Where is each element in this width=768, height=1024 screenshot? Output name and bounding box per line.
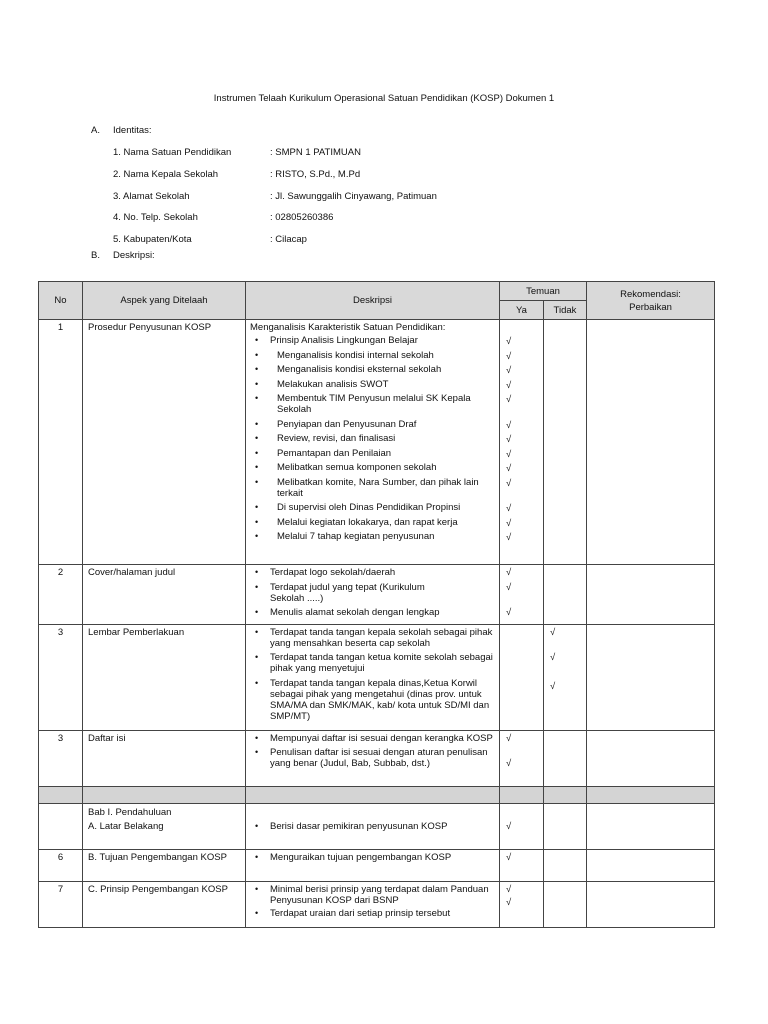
row-deskripsi (246, 803, 500, 849)
row-no: 2 (39, 565, 83, 625)
row-no: 1 (39, 320, 83, 565)
row-no: 6 (39, 849, 83, 881)
check-mark: √ (506, 732, 512, 744)
list-item: • Menguraikan tujuan pengembangan KOSP (250, 852, 495, 863)
check-mark: √ (506, 532, 512, 543)
deskripsi-list (250, 733, 495, 770)
list-item: • Prinsip Analisis Lingkungan Belajar (250, 335, 495, 346)
row-no: 7 (39, 881, 83, 927)
row-aspek (83, 803, 246, 849)
identitas-value: : Jl. Sawunggalih Cinyawang, Patimuan (270, 191, 437, 202)
check-mark: √ (506, 463, 512, 474)
check-mark: √ (506, 503, 512, 514)
identitas-key: 4. No. Telp. Sekolah (113, 212, 198, 223)
check-mark: √ (506, 757, 512, 769)
check-mark: √ (506, 896, 512, 908)
list-item: • Melalui 7 tahap kegiatan penyusunan (250, 531, 495, 542)
check-mark: √ (550, 680, 556, 692)
identitas-row (113, 234, 307, 245)
table-row (39, 849, 715, 881)
deskripsi-list (250, 821, 495, 832)
col-header-ya: Ya (500, 301, 544, 320)
list-item: • Terdapat uraian dari setiap prinsip tersebut (250, 908, 495, 919)
row-rekomendasi (587, 849, 715, 881)
list-item: • Penyiapan dan Penyusunan Draf (250, 419, 495, 430)
row-rekomendasi (587, 320, 715, 565)
row-rekomendasi (587, 730, 715, 786)
row-rekomendasi (587, 881, 715, 927)
check-mark: √ (506, 477, 512, 489)
check-mark: √ (506, 581, 512, 593)
list-item: • Penulisan daftar isi sesuai dengan aturan penulisan yang benar (Judul, Bab, Subbab, dst.) (250, 747, 495, 769)
row-deskripsi (246, 624, 500, 730)
row-deskripsi (246, 730, 500, 786)
row-tidak (544, 849, 587, 881)
list-item: • Menganalisis kondisi internal sekolah (250, 350, 495, 361)
check-mark: √ (506, 434, 512, 445)
list-item: • Di supervisi oleh Dinas Pendidikan Propinsi (250, 502, 495, 513)
row-tidak (544, 803, 587, 849)
check-mark: √ (506, 394, 512, 405)
section-a-title: Identitas: (113, 125, 152, 136)
row-ya (500, 565, 544, 625)
identitas-key: 3. Alamat Sekolah (113, 191, 190, 202)
check-mark: √ (550, 626, 556, 638)
list-item: • Melalui kegiatan lokakarya, dan rapat kerja (250, 517, 495, 528)
row-ya (500, 730, 544, 786)
row-no (39, 803, 83, 849)
row-ya (500, 881, 544, 927)
identitas-value: : 02805260386 (270, 212, 334, 223)
check-mark: √ (506, 336, 512, 347)
deskripsi-list (250, 335, 495, 542)
check-mark: √ (506, 567, 512, 578)
section-a-label: A. (91, 125, 100, 136)
identitas-row (113, 212, 333, 223)
list-item: • Pemantapan dan Penilaian (250, 448, 495, 459)
identitas-key: 2. Nama Kepala Sekolah (113, 169, 219, 180)
list-item: • Membentuk TIM Penyusun melalui SK Kepala Sekolah (250, 393, 495, 415)
telaah-table (38, 281, 715, 928)
row-aspek: Prosedur Penyusunan KOSP (83, 320, 246, 565)
row-tidak (544, 565, 587, 625)
row-aspek: B. Tujuan Pengembangan KOSP (83, 849, 246, 881)
deskripsi-list (250, 627, 495, 722)
deskripsi-list (250, 884, 495, 919)
table-row (39, 624, 715, 730)
section-a-heading (91, 125, 152, 136)
row-aspek: Cover/halaman judul (83, 565, 246, 625)
row-ya (500, 320, 544, 565)
row-deskripsi (246, 881, 500, 927)
row-deskripsi (246, 565, 500, 625)
row-tidak (544, 624, 587, 730)
identitas-value: : RISTO, S.Pd., M.Pd (270, 169, 361, 180)
identitas-row (113, 147, 361, 158)
row-tidak (544, 881, 587, 927)
identitas-key: 1. Nama Satuan Pendidikan (113, 147, 232, 158)
table-row (39, 881, 715, 927)
table-row (39, 803, 715, 849)
row-rekomendasi (587, 803, 715, 849)
list-item: • Melibatkan komite, Nara Sumber, dan pihak lain terkait (250, 477, 495, 499)
deskripsi-list (250, 567, 495, 618)
row-deskripsi (246, 849, 500, 881)
identitas-row (113, 169, 360, 180)
identitas-value: : SMPN 1 PATIMUAN (270, 147, 361, 158)
bab-heading: Bab I. Pendahuluan (88, 806, 172, 818)
row-no: 3 (39, 624, 83, 730)
section-b-heading (91, 250, 155, 261)
identitas-key: 5. Kabupaten/Kota (113, 234, 192, 245)
row-tidak (544, 730, 587, 786)
check-mark: √ (506, 419, 512, 431)
check-mark: √ (506, 350, 512, 362)
row-tidak (544, 320, 587, 565)
col-header-tidak: Tidak (544, 301, 587, 320)
deskripsi-list (250, 852, 495, 863)
list-item: • Berisi dasar pemikiran penyusunan KOSP (250, 821, 495, 832)
row-aspek-sub: A. Latar Belakang (88, 820, 164, 832)
row-ya (500, 849, 544, 881)
col-header-temuan: Temuan (500, 282, 587, 301)
row-aspek: Daftar isi (83, 730, 246, 786)
identitas-row (113, 191, 437, 202)
list-item: • Terdapat judul yang tepat (Kurikulum Sekolah .....) (250, 582, 495, 604)
col-header-aspek: Aspek yang Ditelaah (83, 282, 246, 320)
row-rekomendasi (587, 624, 715, 730)
list-item: • Melakukan analisis SWOT (250, 379, 495, 390)
row-aspek: C. Prinsip Pengembangan KOSP (83, 881, 246, 927)
list-item: • Menganalisis kondisi eksternal sekolah (250, 364, 495, 375)
list-item: • Terdapat tanda tangan kepala dinas,Ketua Korwil sebagai pihak yang mengetahui (dinas prov. untuk SMA/MA dan SMK/MAK, kab/ kota untuk SD/MI dan SMP/MT) (250, 678, 495, 722)
col-header-no: No (39, 282, 83, 320)
row-aspek: Lembar Pemberlakuan (83, 624, 246, 730)
col-header-deskripsi: Deskripsi (246, 282, 500, 320)
col-header-rekomendasi: Rekomendasi: Perbaikan (587, 282, 715, 320)
table-row (39, 565, 715, 625)
list-item: • Review, revisi, dan finalisasi (250, 433, 495, 444)
row-ya (500, 624, 544, 730)
identitas-value: : Cilacap (270, 234, 307, 245)
row-rekomendasi (587, 565, 715, 625)
table-row (39, 730, 715, 786)
section-b-label: B. (91, 250, 100, 261)
list-item: • Terdapat tanda tangan ketua komite sekolah sebagai pihak yang menyetujui (250, 652, 495, 674)
check-mark: √ (506, 517, 512, 529)
check-mark: √ (506, 379, 512, 391)
document-title: Instrumen Telaah Kurikulum Operasional Satuan Pendidikan (KOSP) Dokumen 1 (213, 93, 555, 104)
list-item: • Melibatkan semua komponen sekolah (250, 462, 495, 473)
check-mark: √ (506, 820, 512, 832)
check-mark: √ (506, 851, 512, 863)
list-item: • Terdapat logo sekolah/daerah (250, 567, 495, 578)
list-item: • Minimal berisi prinsip yang terdapat dalam Panduan Penyusunan KOSP dari BSNP (250, 884, 495, 906)
check-mark: √ (506, 365, 512, 376)
check-mark: √ (506, 448, 512, 460)
row-no: 3 (39, 730, 83, 786)
table-row (39, 320, 715, 565)
separator-row (39, 786, 715, 803)
row-ya (500, 803, 544, 849)
list-item: • Terdapat tanda tangan kepala sekolah sebagai pihak yang mensahkan beserta cap sekolah (250, 627, 495, 649)
section-b-title: Deskripsi: (113, 250, 155, 261)
list-item: • Mempunyai daftar isi sesuai dengan kerangka KOSP (250, 733, 495, 744)
check-mark: √ (506, 607, 512, 618)
check-mark: √ (550, 651, 556, 663)
check-mark: √ (506, 883, 512, 895)
list-item: • Menulis alamat sekolah dengan lengkap (250, 607, 495, 618)
row-intro: Menganalisis Karakteristik Satuan Pendidikan: (250, 322, 446, 333)
row-deskripsi (246, 320, 500, 565)
